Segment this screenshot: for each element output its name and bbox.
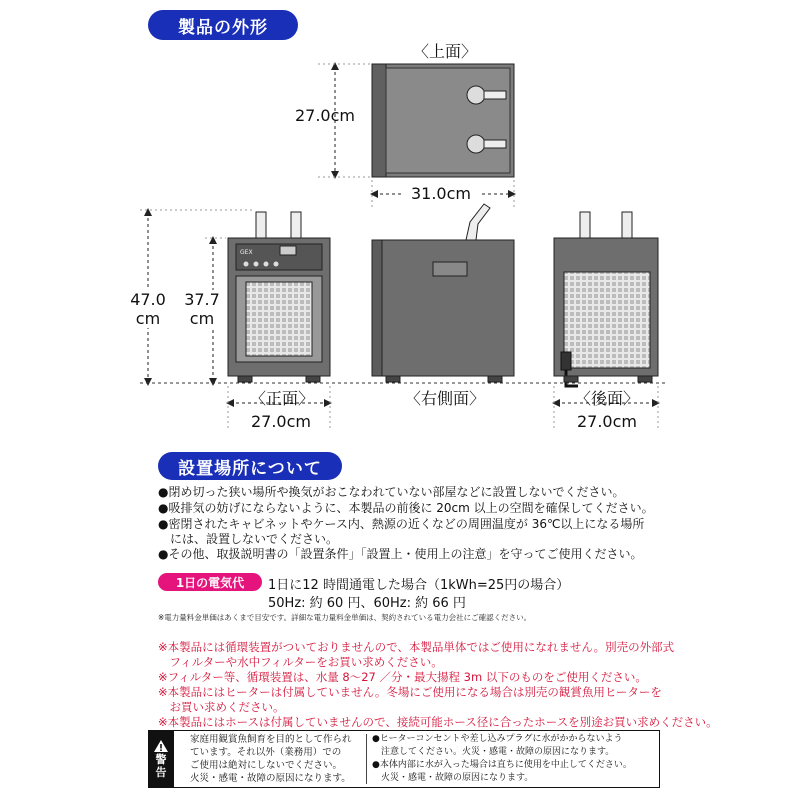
warning-left-line: ています。それ以外（業務用）での: [190, 747, 342, 758]
top-depth-dimension: 27.0cm: [294, 106, 355, 125]
red-note: ※本製品にはヒーターは付属していません。冬場にご使用になる場合は別売の観賞魚用ヒーターを: [158, 685, 662, 699]
red-note: お買い求めください。: [158, 700, 285, 714]
warning-divider: [366, 734, 367, 784]
warning-right-line: 注意してください。火災・感電・故障の原因になります。: [372, 747, 615, 757]
top-view-label: 〈上面〉: [412, 42, 477, 61]
front-width-dimension: 27.0cm: [250, 412, 311, 431]
install-note: ●密閉されたキャビネットやケース内、熱源の近くなどの周囲温度が 36℃以上になる場所: [158, 517, 645, 531]
product-shape-heading: 製品の外形: [148, 10, 298, 40]
electricity-condition: 1日に12 時間通電した場合（1kWh=25円の場合）: [268, 578, 570, 593]
electricity-cost-badge: 1日の電気代: [158, 573, 262, 591]
install-location-heading: 設置場所について: [158, 452, 342, 480]
electricity-cost-values: 50Hz: 約 60 円、60Hz: 約 66 円: [268, 596, 466, 611]
warning-right-line: ●本体内部に水が入った場合は直ちに使用を中止してください。: [372, 760, 632, 770]
warning-left-line: 火災・感電・故障の原因になります。: [190, 773, 351, 784]
back-width-dimension: 27.0cm: [576, 412, 637, 431]
warning-left-line: 家庭用観賞魚飼育を目的として作られ: [190, 734, 352, 745]
front-view-drawing: [228, 212, 330, 382]
install-note: には、設置しないでください。: [158, 532, 339, 546]
top-width-dimension: 31.0cm: [401, 184, 481, 203]
warning-label: 警 告: [148, 730, 174, 788]
warning-left-line: ご使用は絶対にしないでください。: [190, 760, 343, 771]
install-note: ●吸排気の妨げにならないように、本製品の前後に 20cm 以上の空間を確保してください。: [158, 501, 654, 515]
front-view-label: 〈正面〉: [249, 389, 314, 408]
red-note: ※フィルター等、循環装置は、水量 8～27 ／分・最大揚程 3m 以下のものをご使用ください。: [158, 670, 647, 684]
install-note: ●閉め切った狭い場所や換気がおこなわれていない部屋などに設置しないでください。: [158, 485, 625, 499]
electricity-fineprint: ※電力量料金単価はあくまで目安です。詳細な電力量料金単価は、契約されている電力会社にご確認ください。: [158, 613, 532, 622]
warning-right-line: 火災・感電・故障の原因になります。: [372, 773, 534, 783]
back-view-label: 〈後面〉: [574, 389, 639, 408]
back-view-drawing: [554, 212, 658, 386]
body-height-dimension: 37.7 cm: [178, 290, 226, 328]
warning-triangle-icon: [153, 739, 169, 753]
red-note: ※本製品にはホースは付属していませんので、接続可能ホース径に合ったホースを別途お買い求めください。: [158, 715, 718, 729]
top-view-drawing: [372, 64, 514, 177]
install-note: ●その他、取扱説明書の「設置条件」「設置上・使用上の注意」を守ってご使用ください。: [158, 547, 643, 561]
red-note: フィルターや水中フィルターをお買い求めください。: [158, 655, 443, 669]
svg-text:GEX: GEX: [240, 249, 253, 256]
right-side-view-drawing: [372, 204, 514, 382]
warning-right-line: ●ヒーターコンセントや差し込みプラグに水がかからないよう: [372, 734, 623, 744]
total-height-dimension: 47.0 cm: [124, 290, 172, 328]
red-note: ※本製品には循環装置がついておりませんので、本製品単体ではご使用になれません。別売の外部式: [158, 640, 675, 654]
right-side-view-label: 〈右側面〉: [404, 389, 485, 408]
